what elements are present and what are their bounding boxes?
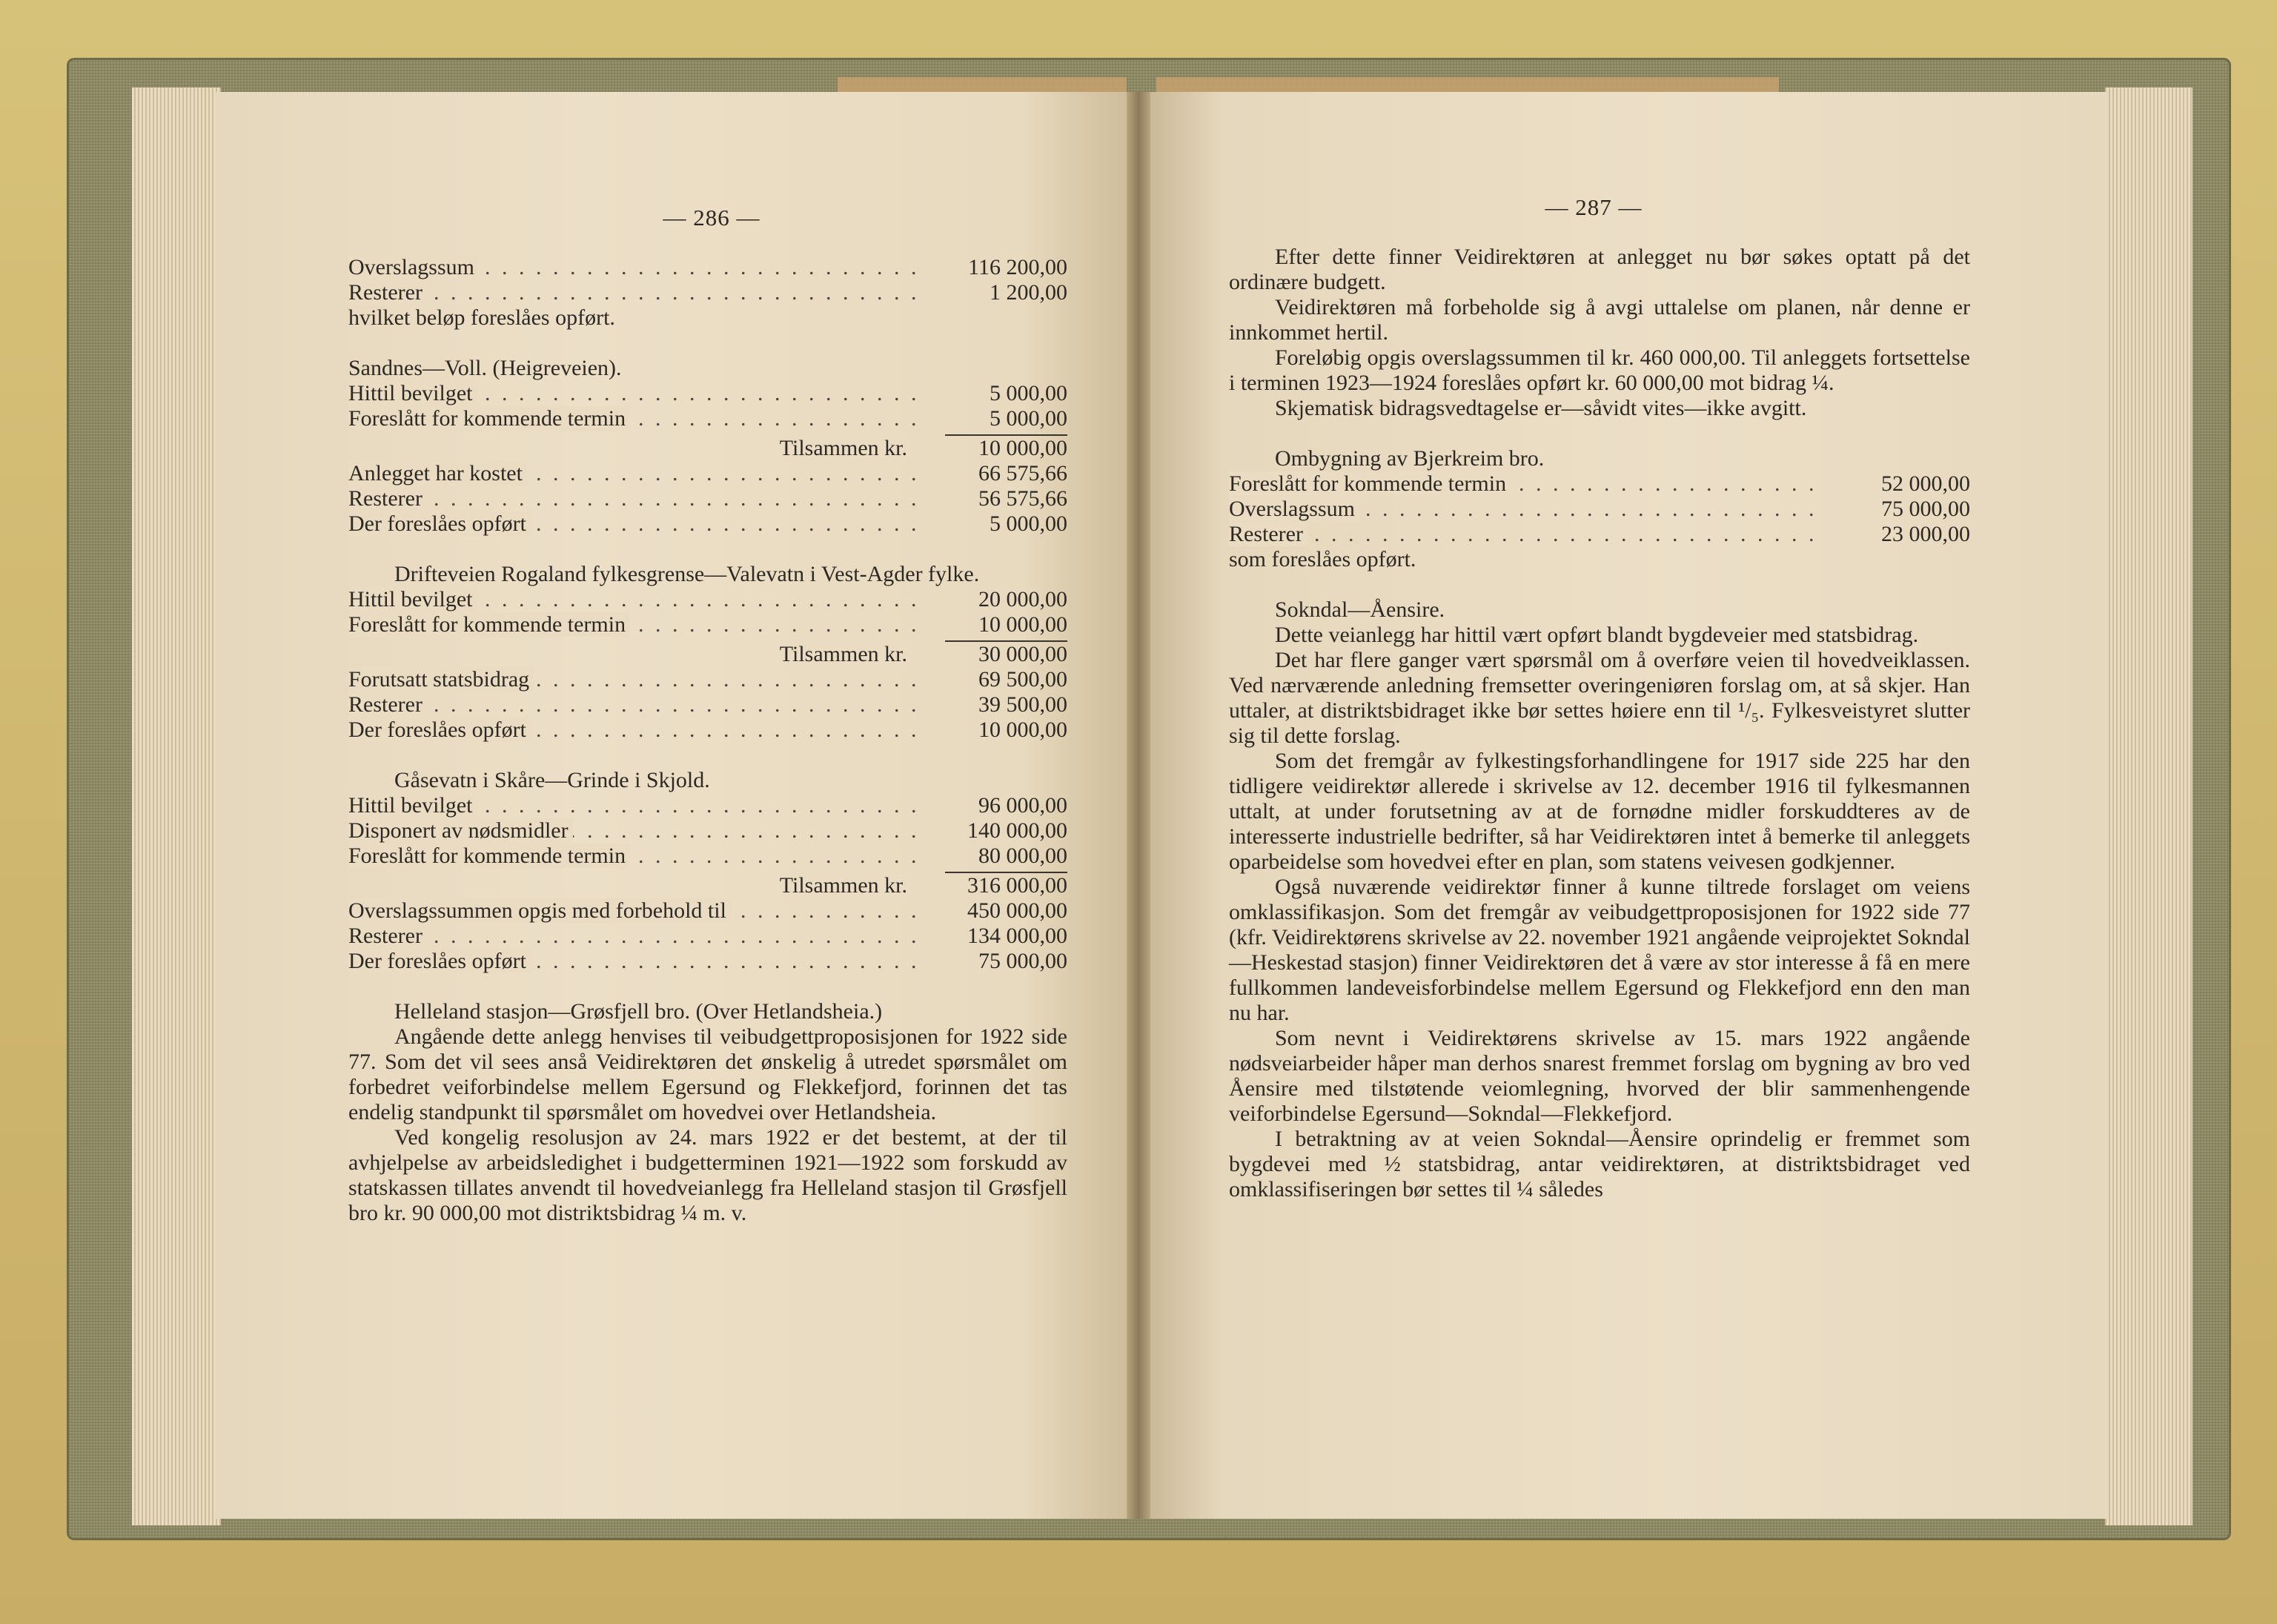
- row-amount: 1 200,00: [990, 280, 1067, 305]
- paragraph: Det har flere ganger vært spørsmål om å overføre veien til hovedveiklassen. Ved nærværende anledning fremsetter overingeniøren forslag om, at så skjer. Han uttaler, at distriktsbidraget ikke bør settes høiere enn til ¹/₅. Fylkesveistyret slutter sig til dette forslag.: [1229, 648, 1970, 748]
- paragraph: Også nuværende veidirektør finner å kunne tiltrede forslaget om veiens omklassifikasjon. Som det fremgår av veibudgettproposisjonen for 1922 side 77 (kfr. Veidirektørens skrivelse av 22. november 1921 angående veiprojektet Sokndal—Heskestad stasjon) finner Veidirektøren det å være av stor interesse å få en mere fullkommen landeveisforbindelse mellem Egersund og Flekkefjord enn den man nu har.: [1229, 875, 1971, 1025]
- ledger-row: [348, 898, 1067, 924]
- row-label: Overslagssum: [348, 255, 479, 279]
- row-label: Der foreslåes opført: [348, 717, 531, 742]
- row-label: Hittil bevilget: [348, 793, 477, 818]
- row-label: Foreslått for kommende termin: [348, 612, 630, 637]
- row-amount: 450 000,00: [967, 898, 1067, 923]
- row-amount: 20 000,00: [978, 587, 1067, 612]
- ledger-row: [348, 381, 1067, 406]
- ledger-row: [348, 486, 1067, 511]
- section-heading: Sokndal—Åensire.: [1275, 597, 1445, 622]
- row-label: Der foreslåes opført: [348, 511, 531, 536]
- section-heading: Helleland stasjon—Grøsfjell bro. (Over Hetlandsheia.): [394, 999, 883, 1024]
- spacer: [348, 537, 1067, 562]
- row-label: Der foreslåes opført: [348, 949, 531, 973]
- text-line: som foreslåes opført.: [1229, 547, 1416, 571]
- row-amount: 75 000,00: [978, 949, 1067, 973]
- page-edges-left: [132, 87, 221, 1525]
- row-amount: 10 000,00: [978, 436, 1067, 460]
- ledger-row: [348, 844, 1067, 869]
- row-label: Tilsammen kr.: [780, 642, 912, 666]
- row-amount: 30 000,00: [978, 642, 1067, 666]
- text-line: Sandnes—Voll. (Heigreveien).: [348, 356, 622, 380]
- ledger-row: [1229, 497, 1970, 522]
- row-label: Foreslått for kommende termin: [348, 844, 630, 868]
- leader-dots: [348, 692, 919, 717]
- row-amount: 5 000,00: [990, 511, 1067, 536]
- row-amount: 56 575,66: [978, 486, 1067, 511]
- ledger-row: [348, 717, 1067, 743]
- right-page-text: [1229, 245, 1970, 1202]
- row-label: Forutsatt statsbidrag: [348, 667, 534, 692]
- ledger-row: [348, 793, 1067, 818]
- row-label: Foreslått for kommende termin: [1229, 471, 1511, 496]
- spacer: [348, 974, 1067, 999]
- paragraph: Veidirektøren må forbeholde sig å avgi uttalelse om planen, når denne er innkommet hertil.: [1229, 295, 1970, 345]
- total-row: [348, 873, 1067, 898]
- row-amount: 69 500,00: [978, 667, 1067, 692]
- ledger-row: [348, 461, 1067, 486]
- row-amount: 140 000,00: [967, 818, 1067, 843]
- row-amount: 5 000,00: [990, 406, 1067, 431]
- ledger-row: [348, 949, 1067, 974]
- row-amount: 116 200,00: [968, 255, 1067, 279]
- paragraph: Drifteveien Rogaland fylkesgrense—Valevatn i Vest-Agder fylke.: [394, 562, 980, 586]
- ledger-row: [348, 587, 1067, 612]
- row-label: Foreslått for kommende termin: [348, 406, 630, 431]
- ledger-row: [348, 255, 1067, 280]
- leader-dots: [348, 486, 919, 511]
- row-label: Disponert av nødsmidler: [348, 818, 573, 843]
- paragraph: I betraktning av at veien Sokndal—Åensire oprindelig er fremmet som bygdevei med ½ statsbidrag, antar veidirektøren, at distriktsbidraget ved omklassifiseringen bør settes til ¼ således: [1229, 1127, 1970, 1202]
- paragraph: Skjematisk bidragsvedtagelse er—såvidt vites—ikke avgitt.: [1275, 396, 1807, 420]
- row-amount: 75 000,00: [1881, 497, 1970, 521]
- row-label: Hittil bevilget: [348, 587, 477, 612]
- spacer: [348, 331, 1067, 356]
- ledger-row: [348, 667, 1067, 692]
- row-amount: 52 000,00: [1881, 471, 1970, 496]
- paragraph: Dette veianlegg har hittil vært opført blandt bygdeveier med statsbidrag.: [1275, 623, 1919, 647]
- leader-dots: [348, 924, 919, 949]
- page-edges-right: [2105, 87, 2193, 1525]
- row-label: Hittil bevilget: [348, 381, 477, 405]
- ledger-row: [348, 924, 1067, 949]
- ledger-row: [348, 692, 1067, 717]
- row-amount: 10 000,00: [978, 717, 1067, 742]
- paragraph: Som nevnt i Veidirektørens skrivelse av 15. mars 1922 angående nødsveiarbeider håper man derhos snarest fremmet forslag om bygning av bro ved Åensire med tilstøtende veiomlegning, hvorved der blir sammenhengende veiforbindelse Egersund—Sokndal—Flekkefjord.: [1229, 1026, 1970, 1126]
- row-label: Anlegget har kostet: [348, 461, 527, 485]
- row-label: Overslagssum: [1229, 497, 1359, 521]
- left-page-text: [348, 255, 1067, 1226]
- row-label: Resterer: [1229, 522, 1307, 546]
- row-amount: 66 575,66: [978, 461, 1067, 485]
- spacer: [1229, 572, 1970, 597]
- leader-dots: [1229, 522, 1822, 547]
- paragraph: Angående dette anlegg henvises til veibudgettproposisjonen for 1922 side 77. Som det vil sees anså Veidirektøren det ønskelig å utredet spørsmålet om forbedret veiforbindelse mellem Egersund og Flekkefjord, forinnen det tas endelig standpunkt til spørsmålet om hovedvei over Hetlandsheia.: [348, 1024, 1067, 1124]
- ledger-row: [1229, 471, 1970, 497]
- row-label: Tilsammen kr.: [780, 436, 912, 460]
- row-label: Resterer: [348, 692, 427, 717]
- row-label: Resterer: [348, 280, 427, 305]
- section-heading: Ombygning av Bjerkreim bro.: [1275, 446, 1545, 471]
- ledger-row: [348, 280, 1067, 305]
- leader-dots: [348, 280, 919, 305]
- row-amount: 39 500,00: [978, 692, 1067, 717]
- row-amount: 80 000,00: [978, 844, 1067, 868]
- total-row: [348, 642, 1067, 667]
- row-label: Overslagssummen opgis med forbehold til: [348, 898, 731, 923]
- row-label: Resterer: [348, 486, 427, 511]
- spacer: [1229, 421, 1970, 446]
- ledger-row: [1229, 522, 1970, 547]
- row-label: Resterer: [348, 924, 427, 948]
- paragraph: Ved kongelig resolusjon av 24. mars 1922 er det bestemt, at der til avhjelpelse av arbeidsledighet i budgetterminen 1921—1922 som forskudd av statskassen tillates anvendt til hovedveianlegg fra Helleland stasjon til Grøsfjell bro kr. 90 000,00 mot distriktsbidrag ¼ m. v.: [348, 1125, 1067, 1225]
- row-amount: 134 000,00: [967, 924, 1067, 948]
- row-amount: 10 000,00: [978, 612, 1067, 637]
- total-row: [348, 436, 1067, 461]
- paragraph: Efter dette finner Veidirektøren at anlegget nu bør søkes optatt på det ordinære budgett.: [1229, 245, 1970, 294]
- row-amount: 23 000,00: [1881, 522, 1970, 546]
- book-gutter: [1127, 92, 1150, 1519]
- ledger-row: [348, 818, 1067, 844]
- row-amount: 96 000,00: [978, 793, 1067, 818]
- right-page-number: — 287 —: [1545, 194, 1643, 220]
- left-page-number: — 286 —: [663, 205, 760, 231]
- section-heading: Gåsevatn i Skåre—Grinde i Skjold.: [394, 768, 710, 792]
- ledger-row: [348, 612, 1067, 637]
- spacer: [348, 743, 1067, 768]
- paragraph: Foreløbig opgis overslagssummen til kr. 460 000,00. Til anleggets fortsettelse i terminen 1923—1924 foreslåes opført kr. 60 000,00 mot bidrag ¼.: [1229, 345, 1970, 395]
- ledger-row: [348, 511, 1067, 537]
- text-line: hvilket beløp foreslåes opført.: [348, 305, 615, 330]
- row-label: Tilsammen kr.: [780, 873, 912, 898]
- row-amount: 316 000,00: [967, 873, 1067, 898]
- paragraph: Som det fremgår av fylkestingsforhandlingene for 1917 side 225 har den tidligere veidirektør allerede i skrivelse av 12. december 1916 til fylkesmannen uttalt, at under forutsetning av at de fornødne midler forskuddteres av de interesserte industrielle bedrifter, så har Veidirektøren intet å bemerke til anleggets oparbeidelse som hovedvei efter en plan, som statens veivesen godkjenner.: [1229, 749, 1970, 874]
- ledger-row: [348, 406, 1067, 431]
- row-amount: 5 000,00: [990, 381, 1067, 405]
